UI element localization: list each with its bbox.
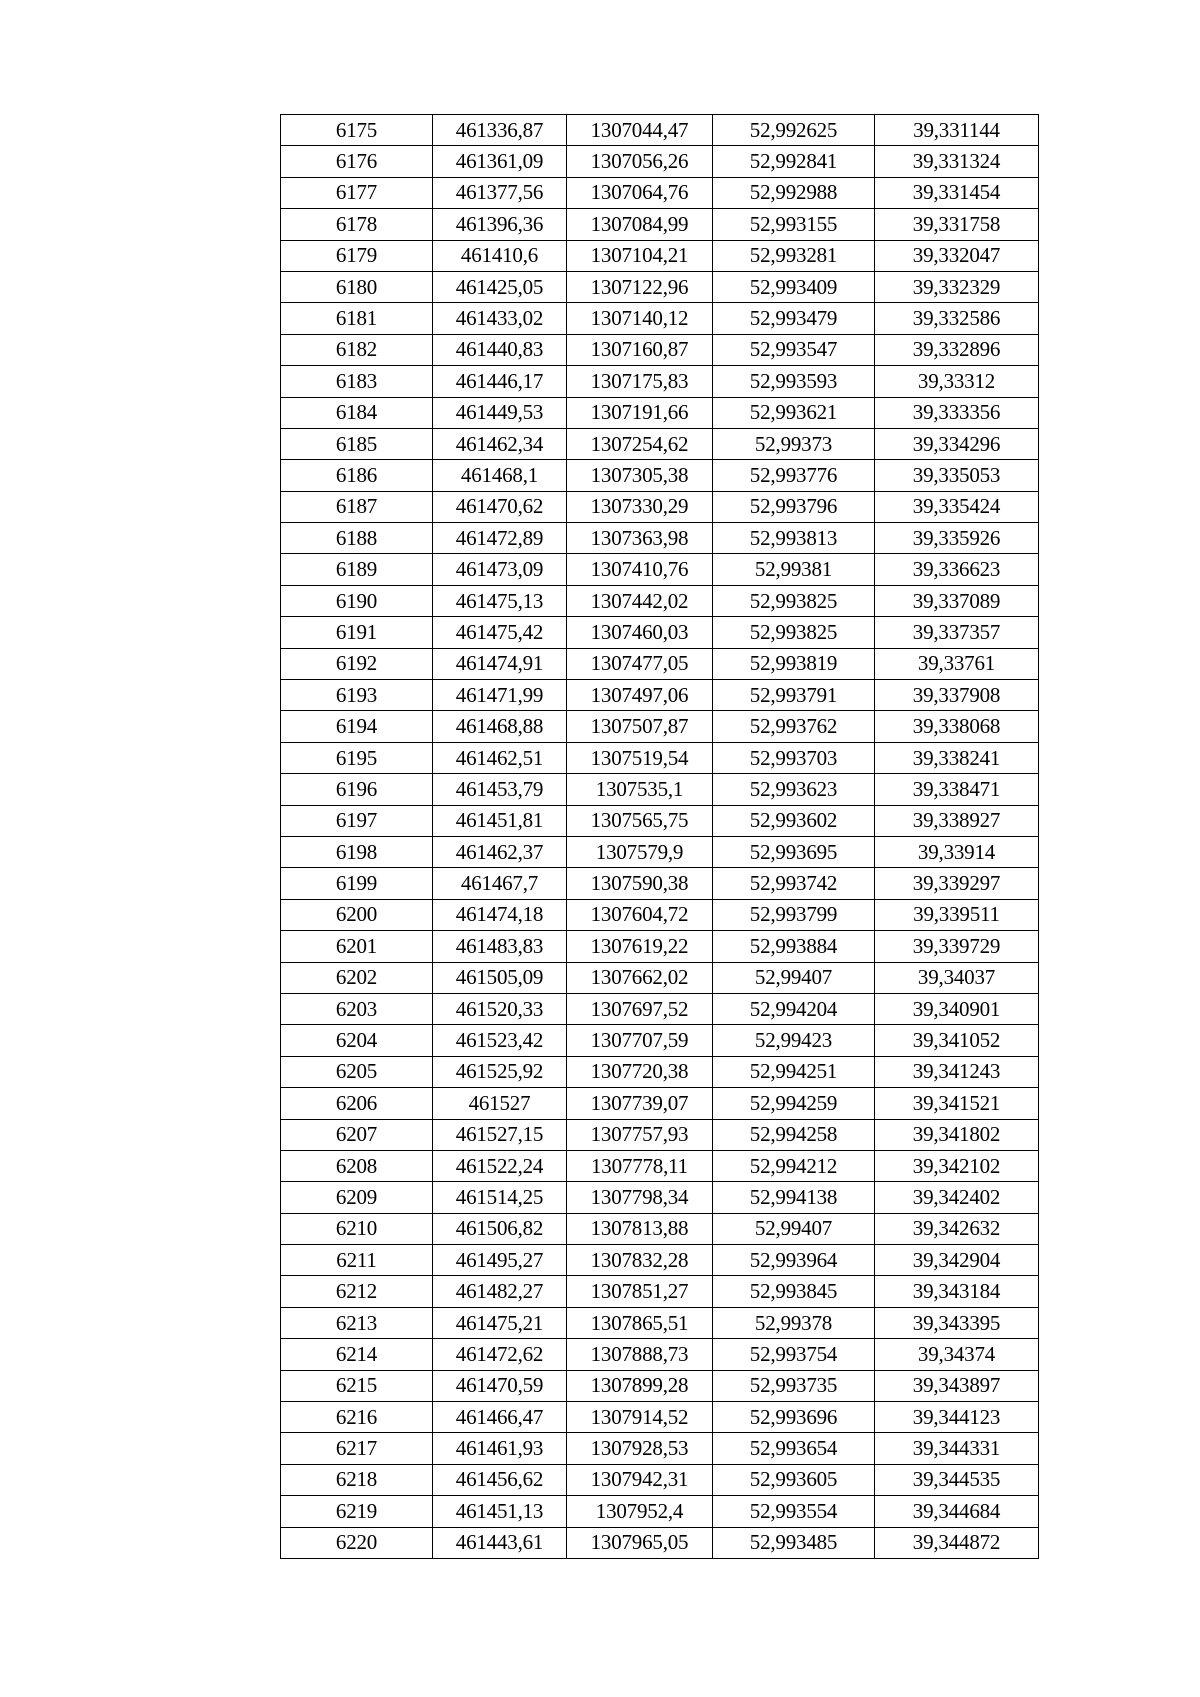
table-row [281, 617, 1039, 648]
table-row [281, 962, 1039, 993]
x-coordinate-cell: 461467,7 [433, 868, 567, 899]
latitude-cell: 52,994212 [713, 1150, 875, 1181]
point-number-cell: 6194 [281, 711, 433, 742]
y-coordinate-cell: 1307720,38 [567, 1056, 713, 1087]
table-row [281, 836, 1039, 867]
table-row [281, 993, 1039, 1024]
table-row [281, 774, 1039, 805]
longitude-cell: 39,332586 [875, 303, 1039, 334]
point-number-cell: 6202 [281, 962, 433, 993]
y-coordinate-cell: 1307707,59 [567, 1025, 713, 1056]
longitude-cell: 39,332047 [875, 240, 1039, 271]
point-number-cell: 6211 [281, 1245, 433, 1276]
latitude-cell: 52,993754 [713, 1339, 875, 1370]
point-number-cell: 6200 [281, 899, 433, 930]
latitude-cell: 52,99381 [713, 554, 875, 585]
y-coordinate-cell: 1307813,88 [567, 1213, 713, 1244]
x-coordinate-cell: 461470,59 [433, 1370, 567, 1401]
longitude-cell: 39,339511 [875, 899, 1039, 930]
y-coordinate-cell: 1307507,87 [567, 711, 713, 742]
x-coordinate-cell: 461470,62 [433, 491, 567, 522]
longitude-cell: 39,338927 [875, 805, 1039, 836]
point-number-cell: 6181 [281, 303, 433, 334]
table-row [281, 1088, 1039, 1119]
x-coordinate-cell: 461456,62 [433, 1464, 567, 1495]
table-row [281, 460, 1039, 491]
latitude-cell: 52,993799 [713, 899, 875, 930]
latitude-cell: 52,993813 [713, 523, 875, 554]
longitude-cell: 39,344123 [875, 1402, 1039, 1433]
y-coordinate-cell: 1307965,05 [567, 1527, 713, 1558]
x-coordinate-cell: 461433,02 [433, 303, 567, 334]
x-coordinate-cell: 461525,92 [433, 1056, 567, 1087]
longitude-cell: 39,342632 [875, 1213, 1039, 1244]
point-number-cell: 6189 [281, 554, 433, 585]
table-row [281, 1433, 1039, 1464]
latitude-cell: 52,993884 [713, 931, 875, 962]
point-number-cell: 6184 [281, 397, 433, 428]
y-coordinate-cell: 1307604,72 [567, 899, 713, 930]
point-number-cell: 6190 [281, 585, 433, 616]
y-coordinate-cell: 1307928,53 [567, 1433, 713, 1464]
longitude-cell: 39,338068 [875, 711, 1039, 742]
latitude-cell: 52,993825 [713, 617, 875, 648]
y-coordinate-cell: 1307254,62 [567, 428, 713, 459]
table-row [281, 303, 1039, 334]
x-coordinate-cell: 461377,56 [433, 177, 567, 208]
y-coordinate-cell: 1307914,52 [567, 1402, 713, 1433]
y-coordinate-cell: 1307084,99 [567, 209, 713, 240]
table-row [281, 711, 1039, 742]
point-number-cell: 6196 [281, 774, 433, 805]
table-row [281, 1402, 1039, 1433]
x-coordinate-cell: 461482,27 [433, 1276, 567, 1307]
latitude-cell: 52,993155 [713, 209, 875, 240]
table-row [281, 209, 1039, 240]
point-number-cell: 6183 [281, 366, 433, 397]
latitude-cell: 52,993762 [713, 711, 875, 742]
x-coordinate-cell: 461472,89 [433, 523, 567, 554]
point-number-cell: 6188 [281, 523, 433, 554]
point-number-cell: 6187 [281, 491, 433, 522]
table-row [281, 931, 1039, 962]
x-coordinate-cell: 461475,13 [433, 585, 567, 616]
longitude-cell: 39,335053 [875, 460, 1039, 491]
x-coordinate-cell: 461468,1 [433, 460, 567, 491]
x-coordinate-cell: 461336,87 [433, 115, 567, 146]
point-number-cell: 6214 [281, 1339, 433, 1370]
latitude-cell: 52,993703 [713, 742, 875, 773]
longitude-cell: 39,344535 [875, 1464, 1039, 1495]
y-coordinate-cell: 1307160,87 [567, 334, 713, 365]
longitude-cell: 39,335424 [875, 491, 1039, 522]
longitude-cell: 39,342102 [875, 1150, 1039, 1181]
longitude-cell: 39,331454 [875, 177, 1039, 208]
point-number-cell: 6176 [281, 146, 433, 177]
latitude-cell: 52,993654 [713, 1433, 875, 1464]
latitude-cell: 52,993554 [713, 1496, 875, 1527]
table-row [281, 491, 1039, 522]
longitude-cell: 39,338241 [875, 742, 1039, 773]
x-coordinate-cell: 461461,93 [433, 1433, 567, 1464]
x-coordinate-cell: 461449,53 [433, 397, 567, 428]
table-row [281, 1339, 1039, 1370]
table-row [281, 1056, 1039, 1087]
point-number-cell: 6204 [281, 1025, 433, 1056]
point-number-cell: 6206 [281, 1088, 433, 1119]
latitude-cell: 52,993735 [713, 1370, 875, 1401]
latitude-cell: 52,994204 [713, 993, 875, 1024]
x-coordinate-cell: 461522,24 [433, 1150, 567, 1181]
y-coordinate-cell: 1307590,38 [567, 868, 713, 899]
point-number-cell: 6198 [281, 836, 433, 867]
longitude-cell: 39,335926 [875, 523, 1039, 554]
point-number-cell: 6192 [281, 648, 433, 679]
longitude-cell: 39,337908 [875, 680, 1039, 711]
table-row [281, 1370, 1039, 1401]
y-coordinate-cell: 1307697,52 [567, 993, 713, 1024]
point-number-cell: 6180 [281, 271, 433, 302]
table-row [281, 334, 1039, 365]
x-coordinate-cell: 461462,34 [433, 428, 567, 459]
x-coordinate-cell: 461475,21 [433, 1307, 567, 1338]
table-row [281, 177, 1039, 208]
x-coordinate-cell: 461453,79 [433, 774, 567, 805]
table-row [281, 742, 1039, 773]
table-row [281, 1213, 1039, 1244]
x-coordinate-cell: 461505,09 [433, 962, 567, 993]
longitude-cell: 39,339297 [875, 868, 1039, 899]
latitude-cell: 52,993409 [713, 271, 875, 302]
latitude-cell: 52,993696 [713, 1402, 875, 1433]
y-coordinate-cell: 1307579,9 [567, 836, 713, 867]
longitude-cell: 39,340901 [875, 993, 1039, 1024]
table-row [281, 1496, 1039, 1527]
x-coordinate-cell: 461396,36 [433, 209, 567, 240]
latitude-cell: 52,994138 [713, 1182, 875, 1213]
latitude-cell: 52,993602 [713, 805, 875, 836]
latitude-cell: 52,992841 [713, 146, 875, 177]
longitude-cell: 39,332896 [875, 334, 1039, 365]
longitude-cell: 39,34374 [875, 1339, 1039, 1370]
longitude-cell: 39,336623 [875, 554, 1039, 585]
x-coordinate-cell: 461451,81 [433, 805, 567, 836]
longitude-cell: 39,342904 [875, 1245, 1039, 1276]
table-row [281, 115, 1039, 146]
y-coordinate-cell: 1307056,26 [567, 146, 713, 177]
y-coordinate-cell: 1307952,4 [567, 1496, 713, 1527]
y-coordinate-cell: 1307662,02 [567, 962, 713, 993]
latitude-cell: 52,993964 [713, 1245, 875, 1276]
y-coordinate-cell: 1307798,34 [567, 1182, 713, 1213]
y-coordinate-cell: 1307477,05 [567, 648, 713, 679]
longitude-cell: 39,342402 [875, 1182, 1039, 1213]
x-coordinate-cell: 461483,83 [433, 931, 567, 962]
table-row [281, 648, 1039, 679]
longitude-cell: 39,341521 [875, 1088, 1039, 1119]
point-number-cell: 6193 [281, 680, 433, 711]
latitude-cell: 52,994259 [713, 1088, 875, 1119]
longitude-cell: 39,344872 [875, 1527, 1039, 1558]
point-number-cell: 6220 [281, 1527, 433, 1558]
y-coordinate-cell: 1307064,76 [567, 177, 713, 208]
longitude-cell: 39,341052 [875, 1025, 1039, 1056]
y-coordinate-cell: 1307851,27 [567, 1276, 713, 1307]
y-coordinate-cell: 1307410,76 [567, 554, 713, 585]
latitude-cell: 52,993796 [713, 491, 875, 522]
y-coordinate-cell: 1307899,28 [567, 1370, 713, 1401]
table-row [281, 523, 1039, 554]
y-coordinate-cell: 1307535,1 [567, 774, 713, 805]
latitude-cell: 52,993479 [713, 303, 875, 334]
table-row [281, 1025, 1039, 1056]
latitude-cell: 52,993621 [713, 397, 875, 428]
point-number-cell: 6191 [281, 617, 433, 648]
y-coordinate-cell: 1307442,02 [567, 585, 713, 616]
x-coordinate-cell: 461495,27 [433, 1245, 567, 1276]
point-number-cell: 6197 [281, 805, 433, 836]
table-row [281, 1150, 1039, 1181]
longitude-cell: 39,33761 [875, 648, 1039, 679]
y-coordinate-cell: 1307888,73 [567, 1339, 713, 1370]
x-coordinate-cell: 461451,13 [433, 1496, 567, 1527]
point-number-cell: 6177 [281, 177, 433, 208]
table-row [281, 1527, 1039, 1558]
longitude-cell: 39,331144 [875, 115, 1039, 146]
latitude-cell: 52,993281 [713, 240, 875, 271]
point-number-cell: 6213 [281, 1307, 433, 1338]
y-coordinate-cell: 1307778,11 [567, 1150, 713, 1181]
longitude-cell: 39,344684 [875, 1496, 1039, 1527]
x-coordinate-cell: 461446,17 [433, 366, 567, 397]
point-number-cell: 6219 [281, 1496, 433, 1527]
point-number-cell: 6215 [281, 1370, 433, 1401]
point-number-cell: 6205 [281, 1056, 433, 1087]
x-coordinate-cell: 461506,82 [433, 1213, 567, 1244]
point-number-cell: 6218 [281, 1464, 433, 1495]
longitude-cell: 39,341243 [875, 1056, 1039, 1087]
point-number-cell: 6207 [281, 1119, 433, 1150]
x-coordinate-cell: 461471,99 [433, 680, 567, 711]
latitude-cell: 52,993623 [713, 774, 875, 805]
x-coordinate-cell: 461443,61 [433, 1527, 567, 1558]
longitude-cell: 39,331324 [875, 146, 1039, 177]
point-number-cell: 6209 [281, 1182, 433, 1213]
longitude-cell: 39,332329 [875, 271, 1039, 302]
x-coordinate-cell: 461466,47 [433, 1402, 567, 1433]
table-row [281, 1182, 1039, 1213]
y-coordinate-cell: 1307832,28 [567, 1245, 713, 1276]
point-number-cell: 6185 [281, 428, 433, 459]
table-row [281, 1464, 1039, 1495]
latitude-cell: 52,993695 [713, 836, 875, 867]
y-coordinate-cell: 1307942,31 [567, 1464, 713, 1495]
y-coordinate-cell: 1307104,21 [567, 240, 713, 271]
longitude-cell: 39,344331 [875, 1433, 1039, 1464]
y-coordinate-cell: 1307175,83 [567, 366, 713, 397]
x-coordinate-cell: 461520,33 [433, 993, 567, 1024]
coordinates-table-body [281, 115, 1039, 1559]
table-row [281, 146, 1039, 177]
point-number-cell: 6203 [281, 993, 433, 1024]
latitude-cell: 52,993776 [713, 460, 875, 491]
point-number-cell: 6178 [281, 209, 433, 240]
longitude-cell: 39,343897 [875, 1370, 1039, 1401]
x-coordinate-cell: 461468,88 [433, 711, 567, 742]
longitude-cell: 39,343395 [875, 1307, 1039, 1338]
table-row [281, 240, 1039, 271]
x-coordinate-cell: 461514,25 [433, 1182, 567, 1213]
point-number-cell: 6208 [281, 1150, 433, 1181]
y-coordinate-cell: 1307140,12 [567, 303, 713, 334]
x-coordinate-cell: 461462,37 [433, 836, 567, 867]
y-coordinate-cell: 1307739,07 [567, 1088, 713, 1119]
point-number-cell: 6217 [281, 1433, 433, 1464]
table-row [281, 680, 1039, 711]
longitude-cell: 39,334296 [875, 428, 1039, 459]
latitude-cell: 52,993791 [713, 680, 875, 711]
latitude-cell: 52,993825 [713, 585, 875, 616]
x-coordinate-cell: 461440,83 [433, 334, 567, 365]
table-row [281, 1307, 1039, 1338]
table-row [281, 899, 1039, 930]
y-coordinate-cell: 1307757,93 [567, 1119, 713, 1150]
x-coordinate-cell: 461473,09 [433, 554, 567, 585]
table-row [281, 805, 1039, 836]
point-number-cell: 6199 [281, 868, 433, 899]
x-coordinate-cell: 461462,51 [433, 742, 567, 773]
table-row [281, 585, 1039, 616]
table-row [281, 397, 1039, 428]
table-row [281, 868, 1039, 899]
x-coordinate-cell: 461410,6 [433, 240, 567, 271]
table-row [281, 1245, 1039, 1276]
longitude-cell: 39,337089 [875, 585, 1039, 616]
y-coordinate-cell: 1307305,38 [567, 460, 713, 491]
table-row [281, 1119, 1039, 1150]
latitude-cell: 52,993485 [713, 1527, 875, 1558]
y-coordinate-cell: 1307122,96 [567, 271, 713, 302]
latitude-cell: 52,993605 [713, 1464, 875, 1495]
point-number-cell: 6175 [281, 115, 433, 146]
longitude-cell: 39,337357 [875, 617, 1039, 648]
latitude-cell: 52,992988 [713, 177, 875, 208]
y-coordinate-cell: 1307519,54 [567, 742, 713, 773]
longitude-cell: 39,333356 [875, 397, 1039, 428]
x-coordinate-cell: 461472,62 [433, 1339, 567, 1370]
x-coordinate-cell: 461425,05 [433, 271, 567, 302]
y-coordinate-cell: 1307460,03 [567, 617, 713, 648]
x-coordinate-cell: 461474,91 [433, 648, 567, 679]
table-row [281, 271, 1039, 302]
longitude-cell: 39,34037 [875, 962, 1039, 993]
latitude-cell: 52,99407 [713, 962, 875, 993]
point-number-cell: 6216 [281, 1402, 433, 1433]
latitude-cell: 52,99407 [713, 1213, 875, 1244]
y-coordinate-cell: 1307363,98 [567, 523, 713, 554]
table-row [281, 554, 1039, 585]
point-number-cell: 6210 [281, 1213, 433, 1244]
latitude-cell: 52,993547 [713, 334, 875, 365]
latitude-cell: 52,993845 [713, 1276, 875, 1307]
y-coordinate-cell: 1307497,06 [567, 680, 713, 711]
longitude-cell: 39,343184 [875, 1276, 1039, 1307]
latitude-cell: 52,99373 [713, 428, 875, 459]
point-number-cell: 6212 [281, 1276, 433, 1307]
y-coordinate-cell: 1307330,29 [567, 491, 713, 522]
x-coordinate-cell: 461474,18 [433, 899, 567, 930]
x-coordinate-cell: 461527,15 [433, 1119, 567, 1150]
x-coordinate-cell: 461475,42 [433, 617, 567, 648]
longitude-cell: 39,331758 [875, 209, 1039, 240]
latitude-cell: 52,99378 [713, 1307, 875, 1338]
latitude-cell: 52,992625 [713, 115, 875, 146]
y-coordinate-cell: 1307044,47 [567, 115, 713, 146]
point-number-cell: 6195 [281, 742, 433, 773]
x-coordinate-cell: 461527 [433, 1088, 567, 1119]
latitude-cell: 52,99423 [713, 1025, 875, 1056]
latitude-cell: 52,994251 [713, 1056, 875, 1087]
y-coordinate-cell: 1307865,51 [567, 1307, 713, 1338]
coordinates-table [280, 114, 1039, 1559]
latitude-cell: 52,994258 [713, 1119, 875, 1150]
table-row [281, 428, 1039, 459]
point-number-cell: 6186 [281, 460, 433, 491]
longitude-cell: 39,339729 [875, 931, 1039, 962]
longitude-cell: 39,338471 [875, 774, 1039, 805]
longitude-cell: 39,33312 [875, 366, 1039, 397]
latitude-cell: 52,993593 [713, 366, 875, 397]
point-number-cell: 6182 [281, 334, 433, 365]
table-row [281, 1276, 1039, 1307]
table-row [281, 366, 1039, 397]
x-coordinate-cell: 461361,09 [433, 146, 567, 177]
y-coordinate-cell: 1307191,66 [567, 397, 713, 428]
latitude-cell: 52,993742 [713, 868, 875, 899]
longitude-cell: 39,33914 [875, 836, 1039, 867]
y-coordinate-cell: 1307565,75 [567, 805, 713, 836]
x-coordinate-cell: 461523,42 [433, 1025, 567, 1056]
latitude-cell: 52,993819 [713, 648, 875, 679]
y-coordinate-cell: 1307619,22 [567, 931, 713, 962]
point-number-cell: 6179 [281, 240, 433, 271]
point-number-cell: 6201 [281, 931, 433, 962]
longitude-cell: 39,341802 [875, 1119, 1039, 1150]
